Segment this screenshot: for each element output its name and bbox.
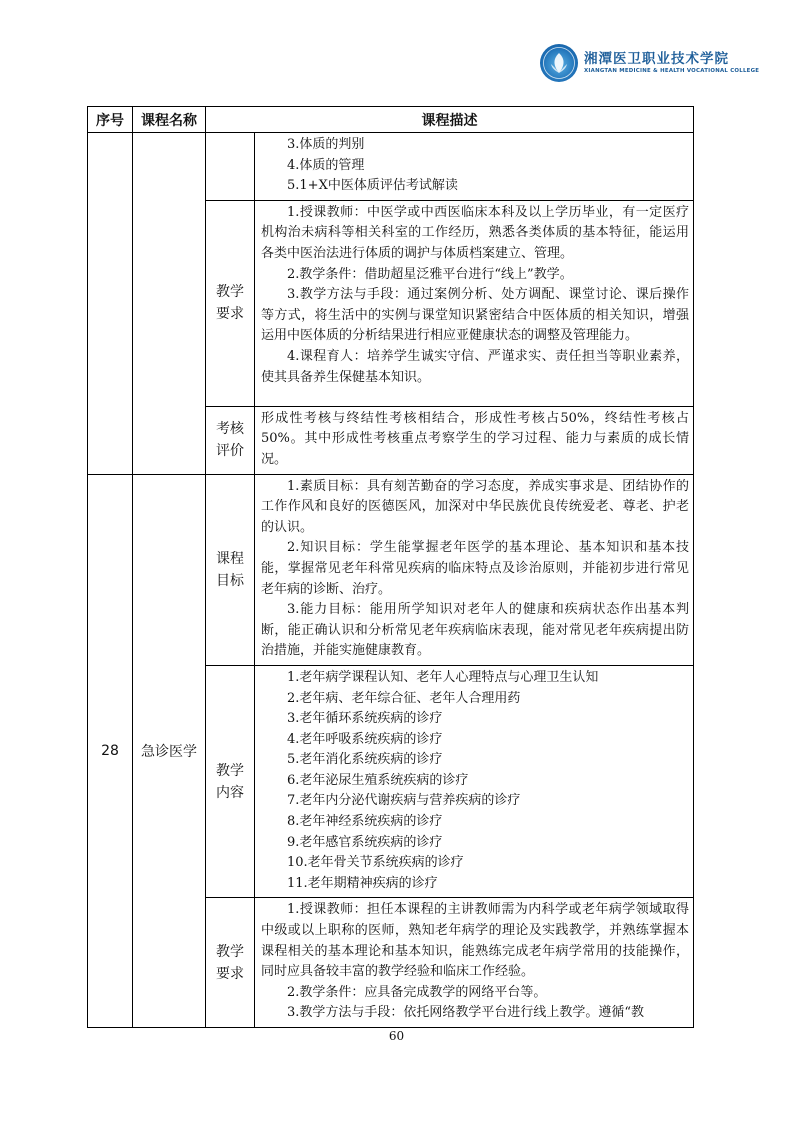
list-item: 7.老年内分泌代谢疾病与营养疾病的诊疗: [287, 793, 521, 809]
prev-req-cell: [255, 200, 694, 406]
list-item: 6.老年泌尿生殖系统疾病的诊疗: [287, 772, 469, 788]
req-label: [206, 898, 255, 1028]
list-item: 3.能力目标：能用所学知识对老年人的健康和疾病状态作出基本判断，能正确认识和分析常见老年疾病临床表现，能对常见老年疾病提出防治措施，并能实施健康教育。: [261, 602, 689, 659]
prev-num-cell: [88, 133, 133, 475]
table-row: [88, 474, 694, 665]
list-item: 1.素质目标：具有刻苦勤奋的学习态度，养成实事求是、团结协作的工作作风和良好的医德医风，加深对中华民族优良传统爱老、尊老、护老的认识。: [261, 478, 689, 535]
list-item: 5.1+X中医体质评估考试解读: [287, 178, 458, 194]
table-header-row: [88, 107, 694, 133]
label-line: 内容: [216, 784, 244, 801]
school-name-cn: 湘潭医卫职业技术学院: [584, 51, 729, 67]
label-line: 评价: [216, 443, 244, 460]
label-line: 目标: [216, 572, 244, 589]
req-cell: [255, 898, 694, 1028]
table-row: [88, 133, 694, 201]
goal-label: [206, 474, 255, 665]
school-logo: [540, 44, 760, 84]
course-num: 28: [88, 474, 133, 1027]
list-item: 2.老年病、老年综合征、老年人合理用药: [287, 690, 521, 706]
content-cell: [255, 665, 694, 898]
list-item: 3.体质的判别: [287, 137, 365, 152]
prev-name-cell: [133, 133, 206, 475]
list-item: 1.老年病学课程认知、老年人心理特点与心理卫生认知: [287, 669, 599, 685]
list-item: 2.知识目标：学生能掌握老年医学的基本理论、基本知识和基本技能，掌握常见老年科常见疾病的临床特点及诊治原则，并能初步进行常见老年病的诊断、治疗。: [261, 540, 689, 597]
prev-content-label-cell: [206, 133, 255, 201]
list-item: 5.老年消化系统疾病的诊疗: [287, 752, 443, 768]
prev-eval-label: [206, 406, 255, 474]
goal-cell: [255, 474, 694, 665]
label-line: 要求: [216, 965, 244, 982]
header-course-desc: 课程描述: [206, 107, 694, 133]
header-course-name: 课程名称: [133, 107, 206, 133]
school-emblem-icon: [540, 44, 578, 82]
content-label: [206, 665, 255, 898]
list-item: 2.教学条件：借助超星泛雅平台进行“线上”教学。: [287, 266, 573, 282]
label-line: 考核: [216, 421, 244, 438]
eval-text: 形成性考核与终结性考核相结合，形成性考核占50%，终结性考核占50%。其中形成性考核重点考察学生的学习过程、能力与素质的成长情况。: [261, 410, 689, 467]
header-num: 序号: [88, 107, 133, 133]
school-name-en: XIANGTAN MEDICINE & HEALTH VOCATIONAL COLLEGE: [584, 68, 760, 74]
course-name: 急诊医学: [133, 474, 206, 1027]
prev-eval-cell: [255, 406, 694, 474]
list-item: 4.老年呼吸系统疾病的诊疗: [287, 731, 443, 747]
list-item: 3.老年循环系统疾病的诊疗: [287, 711, 443, 727]
label-line: 教学: [216, 943, 244, 960]
list-item: 9.老年感官系统疾病的诊疗: [287, 834, 443, 850]
list-item: 11.老年期精神疾病的诊疗: [287, 875, 438, 891]
list-item: 1.授课教师：担任本课程的主讲教师需为内科学或老年病学领域取得中级或以上职称的医师，熟知老年病学的理论及实践教学，并熟练掌握本课程相关的基本理论和基本知识，能熟练完成老年病学常用的技能操作，同时应具备较丰富的教学经验和临床工作经验。: [261, 902, 689, 980]
list-item: 2.教学条件：应具备完成教学的网络平台等。: [287, 984, 547, 1000]
list-item: 8.老年神经系统疾病的诊疗: [287, 814, 443, 830]
page-number: 60: [388, 1029, 405, 1043]
list-item: 3.教学方法与手段：通过案例分析、处方调配、课堂讨论、课后操作等方式，将生活中的实例与课堂知识紧密结合中医体质的相关知识，增强运用中医体质的分析结果进行相应亚健康状态的调整及管理能力。: [261, 287, 689, 344]
list-item: 4.课程育人：培养学生诚实守信、严谨求实、责任担当等职业素养，使其具备养生保健基本知识。: [261, 348, 689, 385]
course-table: [87, 106, 694, 1028]
prev-req-label: [206, 200, 255, 406]
label-line: 课程: [216, 550, 244, 567]
list-item: 10.老年骨关节系统疾病的诊疗: [287, 855, 464, 871]
prev-content-cell: [255, 133, 694, 201]
list-item: 4.体质的管理: [287, 157, 365, 173]
label-line: 教学: [216, 284, 244, 301]
label-line: 教学: [216, 762, 244, 779]
list-item: 3.教学方法与手段：依托网络教学平台进行线上教学。遵循“教: [287, 1005, 645, 1021]
list-item: 1.授课教师：中医学或中西医临床本科及以上学历毕业，有一定医疗机构治未病科等相关科室的工作经历，熟悉各类体质的基本特征，能运用各类中医治法进行体质的调护与体质档案建立、管理。: [261, 204, 689, 261]
label-line: 要求: [216, 306, 244, 323]
